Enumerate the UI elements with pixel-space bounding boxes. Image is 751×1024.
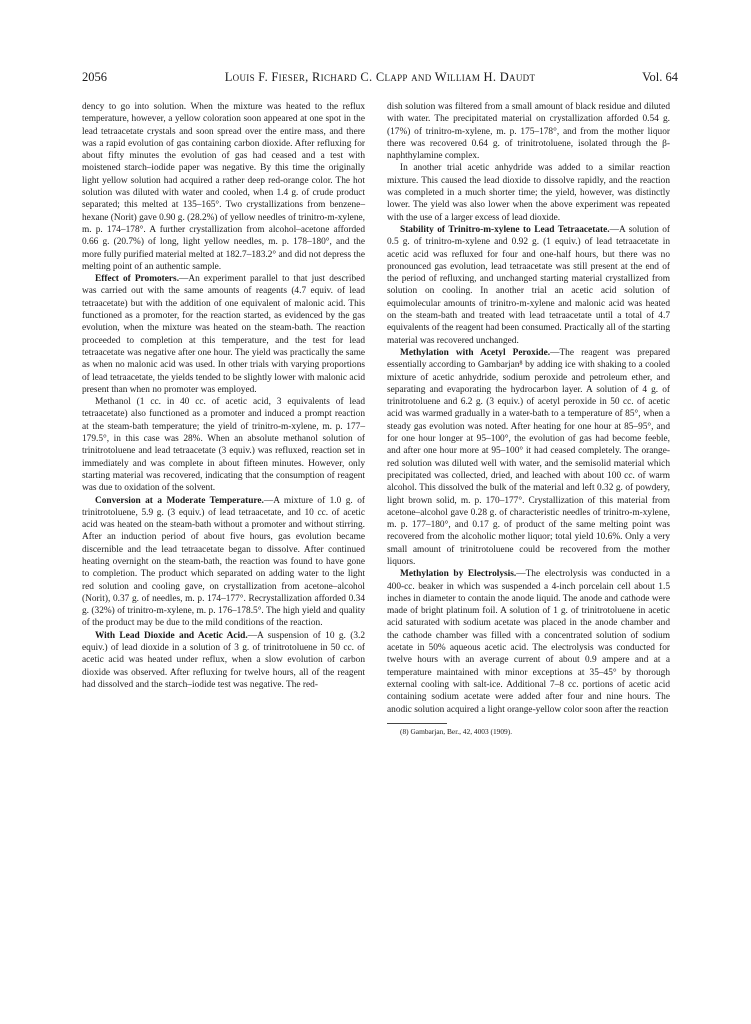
- page-number: 2056: [82, 70, 107, 84]
- paragraph-text: —The reagent was prepared essentially according to Gambarjan⁸ by adding ice with shaking to a cooled mixture of acetic anhydride, sodium peroxide and petroleum ether, and separating and evaporating the hydrocarbon layer. A solution of 4 g. of trinitrotoluene and 6.2 g. (3 equiv.) of acetyl peroxide in 50 cc. of acetic acid was warmed gradually in a water-bath to a temperature of 85°, when a steady gas evolution was noted. After heating for one hour at 85–95°, and for one hour longer at 95–100°, the evolution of gas had become feeble, and after one hour more at 95–100° it had ceased completely. The orange-red solution was diluted well with water, and the semisolid material which precipitated was collected, dried, and leached with about 100 cc. of warm alcohol. This dissolved the bulk of the material and left 0.32 g. of powdery, light brown solid, m. p. 170–177°. Crystallization of this material from acetone–alcohol gave 0.28 g. of characteristic needles of trinitro-m-xylene, m. p. 177–180°, and 0.17 g. of product of the same melting point was recovered from the alcoholic mother liquor; total yield 10.6%. Only a very small amount of trinitrotoluene could be recovered from the mother liquors.: [387, 347, 670, 567]
- running-header: [82, 70, 678, 86]
- section-heading-electrolysis: Methylation by Electrolysis.: [400, 569, 517, 580]
- paragraph-electrolysis: [387, 568, 670, 716]
- section-heading-acetyl-peroxide: Methylation with Acetyl Peroxide.: [400, 347, 551, 358]
- paragraph-continuation: dency to go into solution. When the mixture was heated to the reflux temperature, however, a yellow coloration soon appeared at one spot in the lead tetraacetate crystals and soon spread over the entire mass, and there was a rapid evolution of gas containing carbon dioxide. After refluxing for about fifty minutes the evolution of gas had ceased and a test with moistened starch–iodide paper was negative. By this time the originally light yellow solution had acquired a rather deep red-orange color. The hot solution was diluted with water and cooled, when 1.4 g. of crude product separated; this melted at 135–165°. Two crystallizations from benzene–hexane (Norit) gave 0.90 g. (28.2%) of yellow needles of trinitro-m-xylene, m. p. 174–178°. A further crystallization from alcohol–acetone afforded 0.66 g. (20.7%) of long, light yellow needles, m. p. 178–180°, and the more fully purified material melted at 182.7–183.2° and did not depress the melting point of an authentic sample.: [82, 102, 365, 272]
- section-heading-lead-dioxide: With Lead Dioxide and Acetic Acid.: [95, 630, 248, 641]
- section-heading-effect-of-promoters: Effect of Promoters.: [95, 274, 180, 285]
- paragraph-moderate-temperature: [82, 495, 365, 630]
- running-title: Louis F. Fieser, Richard C. Clapp and William H. Daudt: [224, 70, 536, 84]
- right-column: [387, 101, 670, 737]
- footnote: (8) Gambarjan, Ber., 42, 4003 (1909).: [400, 726, 513, 736]
- paragraph-continuation: dish solution was filtered from a small amount of black residue and diluted with water. The precipitated material on crystallization afforded 0.54 g. (17%) of trinitro-m-xylene, m. p. 175–178°, and from the mother liquor there was recovered 0.64 g. of trinitrotoluene, isolated through the β-naphthylamine complex.: [387, 102, 670, 162]
- section-heading-moderate-temperature: Conversion at a Moderate Temperature.: [95, 495, 264, 506]
- paragraph-text: —A solution of 0.5 g. of trinitro-m-xylene and 0.92 g. (1 equiv.) of lead tetraacetate in acetic acid was refluxed for four and one-half hours, but there was no pronounced gas evolution, lead tetraacetate was still present at the end of the period of refluxing, and unchanged starting material crystallized from solution on cooling. In another trial an acetic acid solution of equimolecular amounts of trinitro-m-xylene and malonic acid was heated on the steam-bath and treated with lead tetraacetate until a total of 4.7 equivalents of the reagent had been consumed. Practically all of the starting material was recovered unchanged.: [387, 224, 670, 346]
- section-heading-stability: Stability of Trinitro-m-xylene to Lead Tetraacetate.: [400, 224, 610, 235]
- paragraph-acetic-anhydride: In another trial acetic anhydride was added to a similar reaction mixture. This caused the lead dioxide to dissolve rapidly, and the reaction was completed in a much shorter time; the yield, however, was distinctly lower. The yield was also lower when the above experiment was repeated with the use of a larger excess of lead dioxide.: [387, 163, 670, 223]
- paragraph-methanol: Methanol (1 cc. in 40 cc. of acetic acid, 3 equivalents of lead tetraacetate) also functioned as a promoter and induced a prompt reaction at the steam-bath temperature; the yield of trinitro-m-xylene, m. p. 177–179.5°, in this case was 28%. When an absolute methanol solution of trinitrotoluene and lead tetraacetate (3 equiv.) was refluxed, reaction set in immediately and was complete in about fifteen minutes. However, only starting material was recovered, indicating that the consumption of reagent was due to oxidation of the solvent.: [82, 397, 365, 494]
- paragraph-text: —A mixture of 1.0 g. of trinitrotoluene, 5.9 g. (3 equiv.) of lead tetraacetate, and 10 cc. of acetic acid was heated on the steam-bath without a promoter and without stirring. After an induction period of about five hours, gas evolution became discernible and the lead tetraacetate began to dissolve. After continued heating overnight on the steam-bath, the reaction was found to have gone to completion. The product which separated on adding water to the light red solution and cooling gave, on crystallization from acetone–alcohol (Norit), 0.37 g. of needles, m. p. 174–177°. Recrystallization afforded 0.34 g. (32%) of trinitro-m-xylene, m. p. 176–178.5°. The high yield and quality of the product may be due to the mild conditions of the reaction.: [82, 495, 365, 629]
- paragraph-effect-of-promoters: [82, 273, 365, 396]
- volume-number: Vol. 64: [642, 70, 678, 84]
- paragraph-text: —A suspension of 10 g. (3.2 equiv.) of lead dioxide in a solution of 3 g. of trinitrotoluene in 50 cc. of acetic acid was heated under reflux, when a slow evolution of carbon dioxide was observed. After refluxing for twelve hours, all of the reagent had dissolved and the starch–iodide test was negative. The red-: [82, 630, 365, 690]
- paragraph-lead-dioxide: [82, 630, 365, 691]
- paragraph-text: —An experiment parallel to that just described was carried out with the same amounts of reagents (4.7 equiv. of lead tetraacetate) but with the addition of one equivalent of malonic acid. This functioned as a promoter, for the reaction started, as evidenced by the gas evolution, when the mixture was heated on the steam-bath. The reaction proceeded to completion at this temperature, and the test for lead tetraacetate was negative after one hour. The yield was practically the same as when no malonic acid was used. In other trials with varying proportions of lead tetraacetate, the yields tended to be slightly lower with malonic acid present than when no promoter was employed.: [82, 274, 365, 395]
- paragraph-acetyl-peroxide: [387, 347, 670, 568]
- footnote-divider: [387, 723, 447, 724]
- paragraph-stability: [387, 224, 670, 347]
- left-column: [82, 101, 365, 691]
- paragraph-text: —The electrolysis was conducted in a 400-cc. beaker in which was suspended a 4-inch porcelain cell about 1.5 inches in diameter to contain the anode liquid. The anode and cathode were made of bright platinum foil. A solution of 1 g. of trinitrotoluene in acetic acid saturated with sodium acetate was placed in the anode chamber and the cathode chamber was filled with a concentrated solution of sodium acetate in 50% aqueous acetic acid. The electrolysis was conducted for twelve hours with an average current of about 0.9 ampere and at a temperature maintained with minor exceptions at 35–45° by thorough external cooling with salt-ice. Additional 7–8 cc. portions of acetic acid containing sodium acetate were added after four and nine hours. The anodic solution acquired a light orange-yellow color soon after the reaction: [387, 569, 670, 715]
